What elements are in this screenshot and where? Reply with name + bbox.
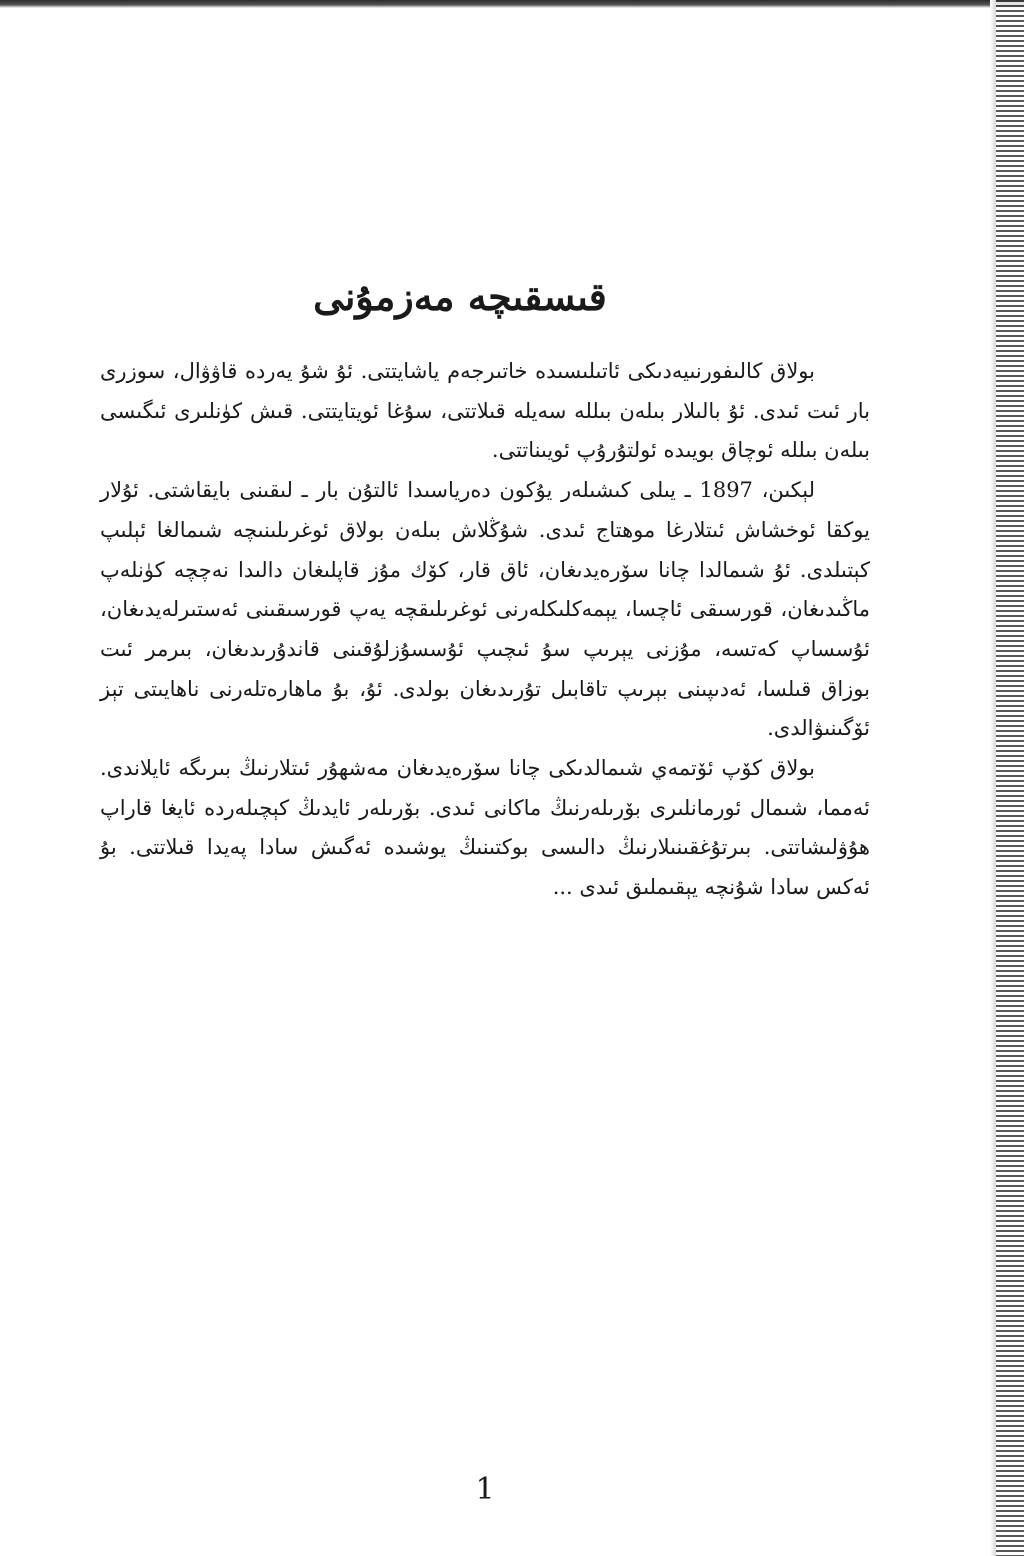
page-top-edge	[0, 0, 1024, 8]
paragraph-2: لېكىن، 1897 ـ يىلى كىشىلەر يۇكون دەرياسىدا ئالتۇن بار ـ لىقىنى بايقاشتى. ئۇلار يوكقا ئوخشاش ئىتلارغا موھتاج ئىدى. شۇڭلاش بىلەن بولاق ئوغرىلىنىچە شىمالغا ئېلىپ كېتىلدى. ئۇ شىمالدا چانا سۆرەيدىغان، ئاق قار، كۆك مۇز قاپلىغان دالىدا نەچچە كۈنلەپ ماڭىدىغان، قورسىقى ئاچسا، يېمەكلىكلەرنى ئوغرىلىقچە يەپ قورسىقىنى ئەستىرلەيدىغان، ئۇسساپ كەتسە، مۇزنى يېرىپ سۇ ئىچىپ ئۇسسۇزلۇقىنى قاندۇرىدىغان، بىرمر ئىت بوزاق قىلسا، ئەدىپىنى بېرىپ تاقابىل تۇرىدىغان بولدى. ئۇ، بۇ ماھارەتلەرنى ناھايىتى تېز ئۆگىنىۋالدى.	[100, 478, 870, 741]
page-binding-edge	[996, 0, 1024, 1556]
body-text	[100, 352, 870, 908]
paragraph-3: بولاق كۆپ ئۆتمەي شىمالدىكى چانا سۆرەيدىغان مەشھۇر ئىتلارنىڭ بىرىگە ئايلاندى. ئەمما، شىمال ئورمانلىرى بۆرىلەرنىڭ ماكانى ئىدى. بۆرىلەر ئايدىڭ كېچىلەردە ئايغا قاراپ ھۇۋلىشاتتى. بىرتۇغقىنىلارنىڭ دالىسى بوكتىنىڭ يوشىدە ئەگىش سادا پەيدا قىلاتتى. بۇ ئەكس سادا شۇنچە يېقىملىق ئىدى ...	[100, 756, 870, 900]
paragraph-1: بولاق كالىفورنىيەدىكى ئاتىلىسىدە خاتىرجەم ياشايتتى. ئۇ شۇ يەردە قاۋۋال، سوزرى بار ئىت ئىدى. ئۇ بالىلار بىلەن بىللە سەيلە قىلاتتى، سۇغا ئويتايتتى. قىش كۈنلىرى ئىگىسى بىلەن بىللە ئوچاق بويىدە ئولتۇرۇپ ئويىناتتى.	[100, 359, 870, 463]
page-number: 1	[475, 1472, 495, 1507]
page-title: قىسقىچە مەزمۇنى	[313, 274, 607, 319]
